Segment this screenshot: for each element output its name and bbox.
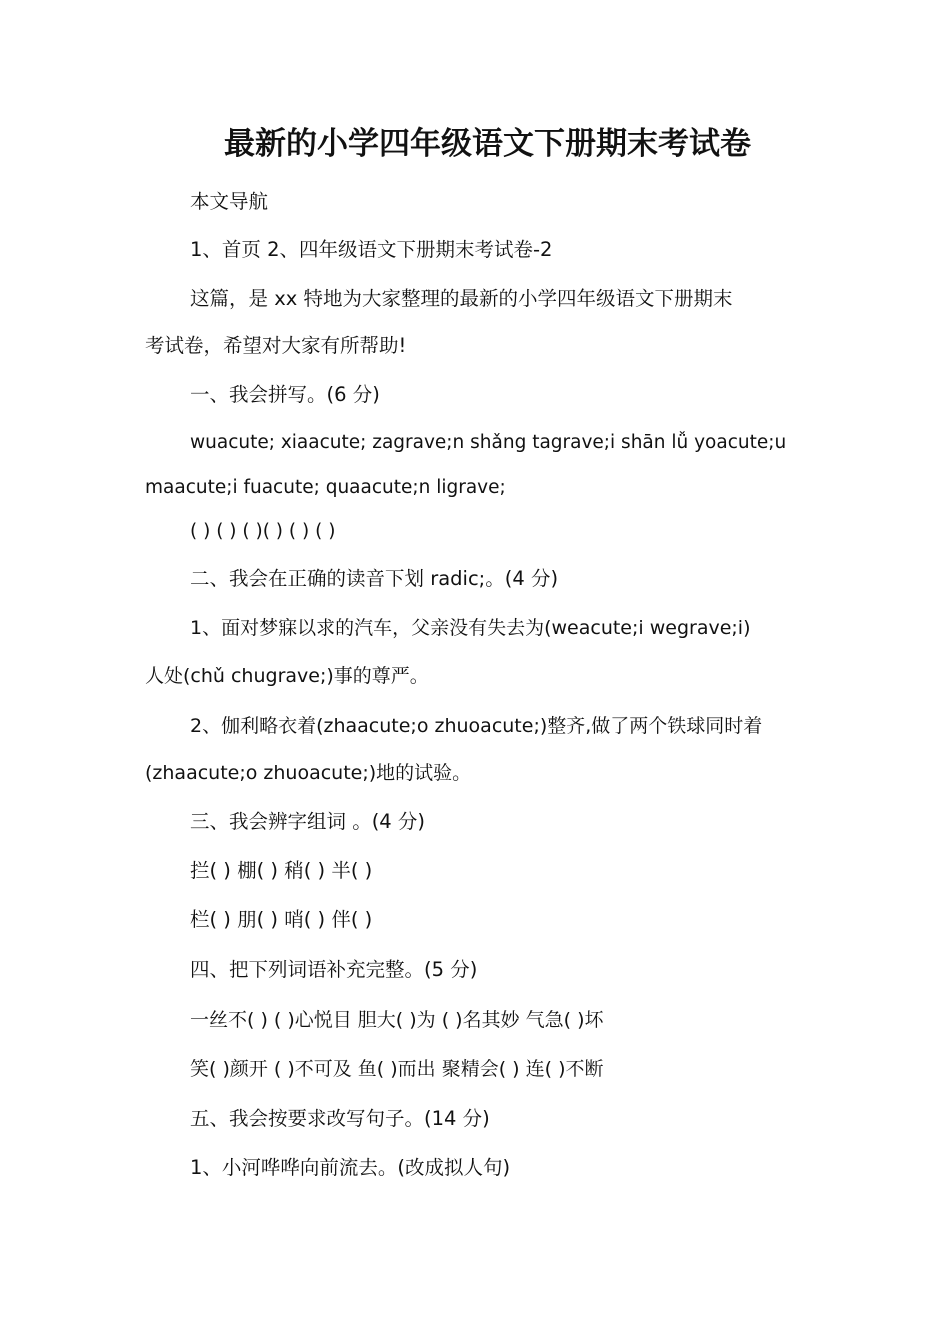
section-5-q1: 1、小河哗哗向前流去。(改成拟人句) [190, 1156, 511, 1179]
nav-items[interactable]: 1、首页 2、四年级语文下册期末考试卷-2 [190, 238, 553, 261]
section-2-q1-line-1: 1、面对梦寐以求的汽车，父亲没有失去为(weacute;i wegrave;i) [190, 617, 751, 639]
section-3-row-1: 拦( ) 棚( ) 稍( ) 半( ) [190, 859, 373, 882]
section-1-pinyin-line-1: wuacute; xiaacute; zagrave;n shǎng tagrave;i shān lǚ yoacute;u [190, 432, 787, 453]
section-1-blanks: ( ) ( ) ( )( ) ( ) ( ) [190, 521, 336, 542]
section-1-title: 一、我会拼写。(6 分) [190, 383, 380, 406]
page-title: 最新的小学四年级语文下册期末考试卷 [224, 126, 751, 162]
section-1-pinyin-line-2: maacute;i fuacute; quaacute;n ligrave; [145, 477, 506, 498]
section-4-title: 四、把下列词语补充完整。(5 分) [190, 958, 478, 981]
section-3-row-2: 栏( ) 朋( ) 哨( ) 伴( ) [190, 908, 373, 931]
intro-line-1: 这篇，是 xx 特地为大家整理的最新的小学四年级语文下册期末 [190, 287, 733, 310]
section-5-title: 五、我会按要求改写句子。(14 分) [190, 1107, 490, 1130]
nav-heading: 本文导航 [190, 190, 269, 213]
section-2-title: 二、我会在正确的读音下划 radic;。(4 分) [190, 567, 559, 590]
section-2-q2-line-1: 2、伽利略衣着(zhaacute;o zhuoacute;)整齐,做了两个铁球同时着 [190, 715, 763, 737]
section-4-row-2: 笑( )颜开 ( )不可及 鱼( )而出 聚精会( ) 连( )不断 [190, 1058, 604, 1080]
intro-line-2: 考试卷，希望对大家有所帮助! [145, 334, 407, 357]
section-2-q2-line-2: (zhaacute;o zhuoacute;)地的试验。 [145, 762, 472, 784]
section-4-row-1: 一丝不( ) ( )心悦目 胆大( )为 ( )名其妙 气急( )坏 [190, 1009, 604, 1031]
section-3-title: 三、我会辨字组词 。(4 分) [190, 810, 426, 833]
section-2-q1-line-2: 人处(chǔ chugrave;)事的尊严。 [145, 665, 429, 687]
